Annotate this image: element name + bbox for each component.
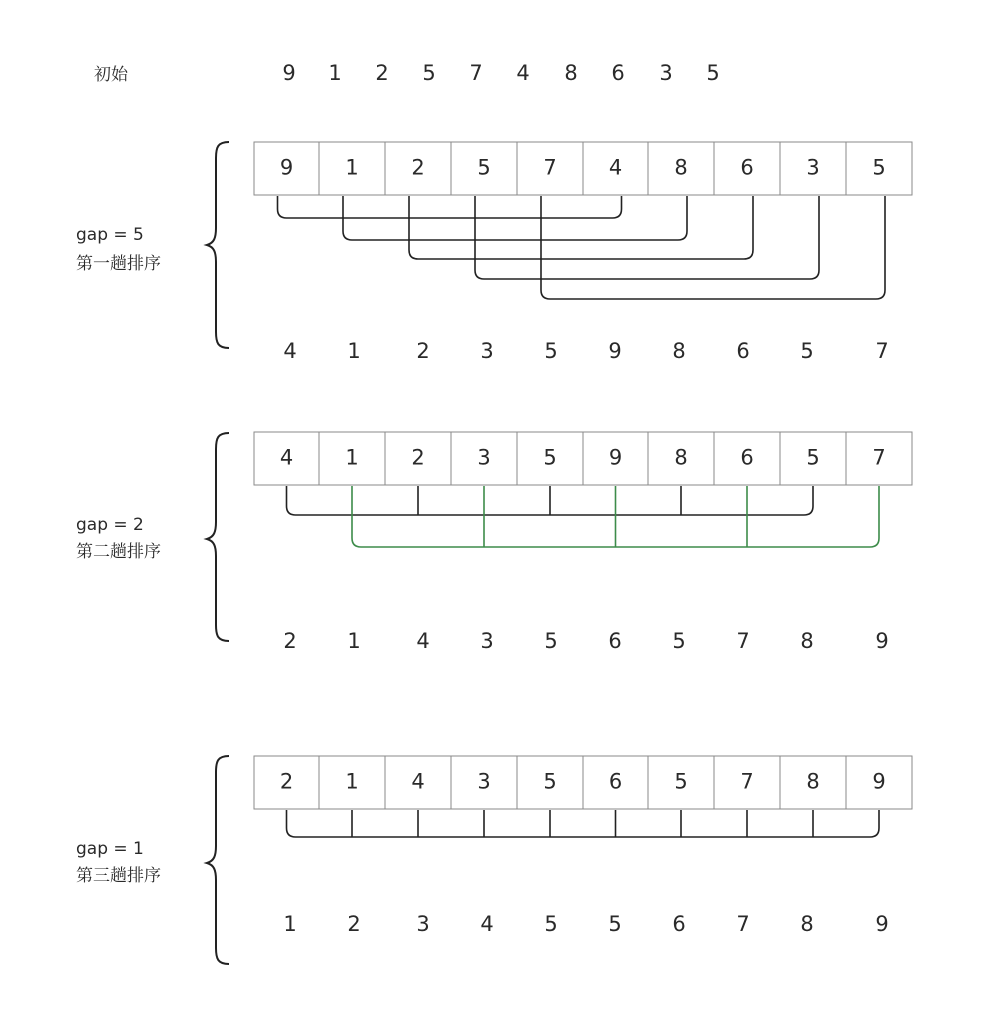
pass-3-result xyxy=(283,912,888,936)
pass-2-array xyxy=(254,432,912,485)
pass-1-title: 第一趟排序 xyxy=(76,254,161,274)
initial-value: 6 xyxy=(611,61,625,85)
result-value: 2 xyxy=(416,339,430,363)
initial-row xyxy=(94,61,720,85)
result-value: 5 xyxy=(544,339,558,363)
initial-value: 7 xyxy=(469,61,483,85)
array-cell-value: 6 xyxy=(740,445,754,470)
array-cell-value: 3 xyxy=(806,155,820,180)
group-bracket xyxy=(287,810,880,837)
array-cell-value: 5 xyxy=(543,445,557,470)
pass-3-gap-label: gap = 1 xyxy=(76,839,144,859)
array-cell-value: 1 xyxy=(345,445,359,470)
result-value: 7 xyxy=(736,629,750,653)
result-value: 6 xyxy=(672,912,686,936)
initial-value: 8 xyxy=(564,61,578,85)
array-cell-value: 7 xyxy=(543,155,557,180)
array-cell-value: 1 xyxy=(345,769,359,794)
result-value: 3 xyxy=(416,912,430,936)
result-value: 5 xyxy=(544,629,558,653)
result-value: 3 xyxy=(480,629,494,653)
array-cell-value: 5 xyxy=(543,769,557,794)
array-cell-value: 8 xyxy=(674,445,688,470)
array-cell-value: 8 xyxy=(674,155,688,180)
pass-1 xyxy=(76,142,912,363)
result-value: 1 xyxy=(283,912,297,936)
pass-3-brace xyxy=(207,756,229,964)
array-cell-value: 7 xyxy=(872,445,886,470)
array-cell-value: 2 xyxy=(411,445,425,470)
array-cell-value: 2 xyxy=(279,769,294,794)
array-cell-value: 9 xyxy=(279,155,294,180)
result-value: 4 xyxy=(283,339,297,363)
array-cell-value: 5 xyxy=(806,445,820,470)
result-value: 3 xyxy=(480,339,494,363)
result-value: 4 xyxy=(480,912,494,936)
result-value: 9 xyxy=(608,339,622,363)
pass-2-brace xyxy=(207,433,229,641)
result-value: 6 xyxy=(736,339,750,363)
result-value: 9 xyxy=(875,629,889,653)
initial-value: 4 xyxy=(516,61,530,85)
pass-2-gap-label: gap = 2 xyxy=(76,515,144,535)
result-value: 6 xyxy=(608,629,622,653)
initial-value: 2 xyxy=(375,61,389,85)
array-cell-value: 4 xyxy=(279,445,294,470)
array-cell-value: 5 xyxy=(872,155,886,180)
result-value: 7 xyxy=(875,339,889,363)
array-cell-value: 7 xyxy=(740,769,754,794)
pass-3-title: 第三趟排序 xyxy=(76,866,161,886)
result-value: 8 xyxy=(672,339,686,363)
result-value: 1 xyxy=(347,629,361,653)
array-cell-value: 1 xyxy=(345,155,359,180)
initial-value: 1 xyxy=(328,61,342,85)
pass-1-gap-label: gap = 5 xyxy=(76,225,144,245)
group-bracket xyxy=(409,196,753,259)
initial-label: 初始 xyxy=(94,65,128,85)
result-value: 5 xyxy=(608,912,622,936)
pass-3-groups xyxy=(287,810,880,837)
result-value: 2 xyxy=(347,912,361,936)
array-cell-value: 8 xyxy=(806,769,820,794)
initial-value: 9 xyxy=(282,61,296,85)
initial-value: 5 xyxy=(422,61,436,85)
pass-2 xyxy=(76,432,912,653)
array-cell-value: 5 xyxy=(674,769,688,794)
array-cell-value: 5 xyxy=(477,155,491,180)
array-cell-value: 4 xyxy=(608,155,623,180)
pass-2-title: 第二趟排序 xyxy=(76,542,161,562)
array-cell-value: 3 xyxy=(477,769,491,794)
pass-1-array xyxy=(254,142,912,195)
initial-values xyxy=(282,61,719,85)
group-bracket xyxy=(278,196,622,218)
pass-1-brace xyxy=(207,142,229,348)
initial-value: 5 xyxy=(706,61,720,85)
result-value: 4 xyxy=(416,629,430,653)
result-value: 9 xyxy=(875,912,889,936)
result-value: 7 xyxy=(736,912,750,936)
pass-1-groups xyxy=(278,196,886,299)
result-value: 2 xyxy=(283,629,297,653)
pass-3 xyxy=(76,756,912,964)
array-cell-value: 6 xyxy=(740,155,754,180)
array-cell-value: 3 xyxy=(477,445,491,470)
result-value: 1 xyxy=(347,339,361,363)
result-value: 8 xyxy=(800,912,814,936)
result-value: 5 xyxy=(672,629,686,653)
array-cell-value: 2 xyxy=(411,155,425,180)
array-cell-value: 9 xyxy=(872,769,886,794)
group-bracket xyxy=(475,196,819,279)
array-cell-value: 6 xyxy=(608,769,623,794)
result-value: 8 xyxy=(800,629,814,653)
result-value: 5 xyxy=(800,339,814,363)
pass-2-groups xyxy=(287,486,880,547)
initial-value: 3 xyxy=(659,61,673,85)
group-bracket xyxy=(541,196,885,299)
pass-3-array xyxy=(254,756,912,809)
array-cell-value: 9 xyxy=(608,445,623,470)
array-cell-value: 4 xyxy=(411,769,425,794)
result-value: 5 xyxy=(544,912,558,936)
pass-1-result xyxy=(283,339,888,363)
pass-2-result xyxy=(283,629,888,653)
